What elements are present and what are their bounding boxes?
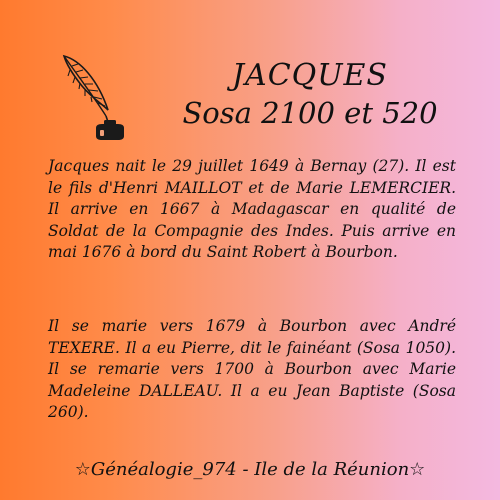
person-name-title: JACQUES xyxy=(232,58,388,93)
birth-arrival-paragraph: Jacques nait le 29 juillet 1649 à Bernay (27). Il est le fils d'Henri MAILLOT et de Marie LEMERCIER. Il arrive en 1667 à Madagascar en qualité de Soldat de la Compagnie des Indes. Puis arrive en mai 1676 à bord du Saint Robert à Bourbon. xyxy=(48,157,456,261)
star-right-icon: ☆ xyxy=(409,459,426,480)
footer-text: Généalogie_974 - Ile de la Réunion xyxy=(90,459,410,480)
marriage-children-paragraph: Il se marie vers 1679 à Bourbon avec André TEXERE. Il a eu Pierre, dit le fainéant (Sosa 1050). Il se remarie vers 1700 à Bourbon avec Marie Madeleine DALLEAU. Il a eu Jean Baptiste (Sosa 260). xyxy=(48,317,456,421)
star-left-icon: ☆ xyxy=(74,459,91,480)
quill-inkwell-icon xyxy=(58,52,128,144)
footer-credit xyxy=(0,458,500,482)
sosa-numbers-title: Sosa 2100 et 520 xyxy=(182,96,438,130)
title-block xyxy=(160,58,460,132)
